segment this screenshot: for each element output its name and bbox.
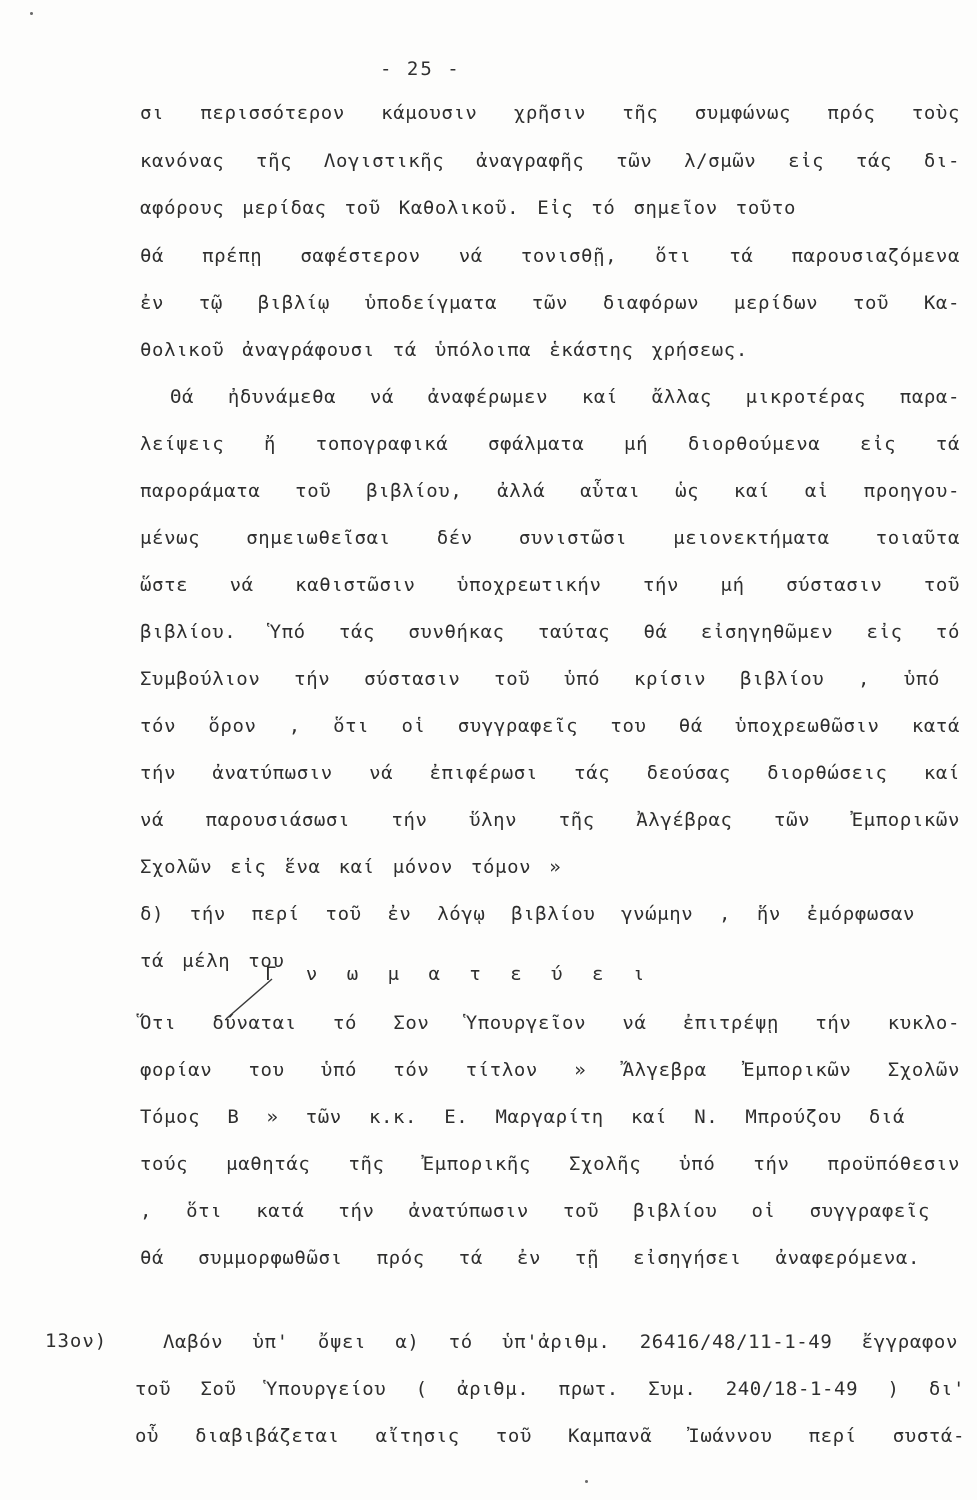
- text-line: Λαβόν ὑπ' ὄψει α) τό ὑπ'ἀριθμ. 26416/48/11-1-49 ἔγγραφον: [163, 1331, 958, 1353]
- text-line: Συμβούλιον τήν σύστασιν τοῦ ὑπό κρίσιν βιβλίου , ὑπό: [140, 668, 940, 690]
- scan-speck: [585, 1480, 588, 1483]
- text-line: νά παρουσιάσωσι τήν ὕλην τῆς Ἀλγέβρας τῶν Ἐμπορικῶν: [140, 809, 960, 831]
- text-line: τούς μαθητάς τῆς Ἐμπορικῆς Σχολῆς ὑπό τήν προϋπόθεσιν: [140, 1153, 960, 1175]
- text-line: αφόρους μερίδας τοῦ Καθολικοῦ. Εἰς τό σημεῖον τοῦτο: [140, 197, 796, 219]
- item-number-label: 13ον): [45, 1330, 108, 1352]
- scan-speck: [30, 12, 33, 15]
- text-line: λείψεις ἤ τοπογραφικά σφάλματα μή διορθούμενα εἰς τά: [140, 433, 960, 455]
- text-line: Ὅτι δύναται τό Σον Ὑπουργεῖον νά ἐπιτρέψῃ τήν κυκλο-: [140, 1012, 960, 1034]
- text-line: ὥστε νά καθιστῶσιν ὑποχρεωτικήν τήν μή σύστασιν τοῦ: [140, 574, 960, 596]
- text-line: τήν ἀνατύπωσιν νά ἐπιφέρωσι τάς δεούσας διορθώσεις καί: [140, 762, 960, 784]
- text-line: ἐν τῷ βιβλίῳ ὑποδείγματα τῶν διαφόρων μερίδων τοῦ Κα-: [140, 292, 960, 314]
- text-line: θά πρέπῃ σαφέστερον νά τονισθῇ, ὅτι τά παρουσιαζόμενα: [140, 245, 960, 267]
- text-line: Τόμος Β » τῶν κ.κ. Ε. Μαργαρίτη καί Ν. Μπρούζου διά: [140, 1106, 905, 1128]
- text-line: δ) τήν περί τοῦ ἐν λόγῳ βιβλίου γνώμην , ἥν ἐμόρφωσαν: [140, 903, 915, 925]
- text-line: βιβλίου. Ὑπό τάς συνθήκας ταύτας θά εἰσηγηθῶμεν εἰς τό: [140, 621, 960, 643]
- text-line: θά συμμορφωθῶσι πρός τά ἐν τῇ εἰσηγήσει ἀναφερόμενα.: [140, 1247, 920, 1269]
- text-line: τά μέλη του: [140, 950, 285, 972]
- page-number: - 25 -: [380, 58, 461, 80]
- text-line: κανόνας τῆς Λογιστικῆς ἀναγραφῆς τῶν λ/σμῶν εἰς τάς δι-: [140, 150, 960, 172]
- text-line: φορίαν του ὑπό τόν τίτλον » Ἄλγεβρα Ἐμπορικῶν Σχολῶν: [140, 1059, 960, 1081]
- text-line: σι περισσότερον κάμουσιν χρῆσιν τῆς συμφώνως πρός τοὺς: [140, 102, 960, 124]
- text-line: οὗ διαβιβάζεται αἴτησις τοῦ Καμπανᾶ Ἰωάννου περί συστά-: [135, 1425, 965, 1447]
- section-heading: Γ ν ω μ α τ ε ύ ε ι: [265, 963, 654, 985]
- text-line: θολικοῦ ἀναγράφουσι τά ὑπόλοιπα ἑκάστης χρήσεως.: [140, 339, 748, 361]
- text-line: , ὅτι κατά τήν ἀνατύπωσιν τοῦ βιβλίου οἱ συγγραφεῖς: [140, 1200, 930, 1222]
- text-line: μένως σημειωθεῖσαι δέν συνιστῶσι μειονεκτήματα τοιαῦτα: [140, 527, 960, 549]
- text-line: τοῦ Σοῦ Ὑπουργείου ( ἀριθμ. πρωτ. Συμ. 240/18-1-49 ) δι': [135, 1378, 965, 1400]
- text-line: τόν ὅρον , ὅτι οἱ συγγραφεῖς του θά ὑποχρεωθῶσιν κατά: [140, 715, 960, 737]
- text-line: παροράματα τοῦ βιβλίου, ἀλλά αὗται ὡς καί αἱ προηγου-: [140, 480, 960, 502]
- text-line: Θά ἠδυνάμεθα νά ἀναφέρωμεν καί ἄλλας μικροτέρας παρα-: [170, 386, 960, 408]
- text-line: Σχολῶν εἰς ἕνα καί μόνον τόμον »: [140, 856, 562, 878]
